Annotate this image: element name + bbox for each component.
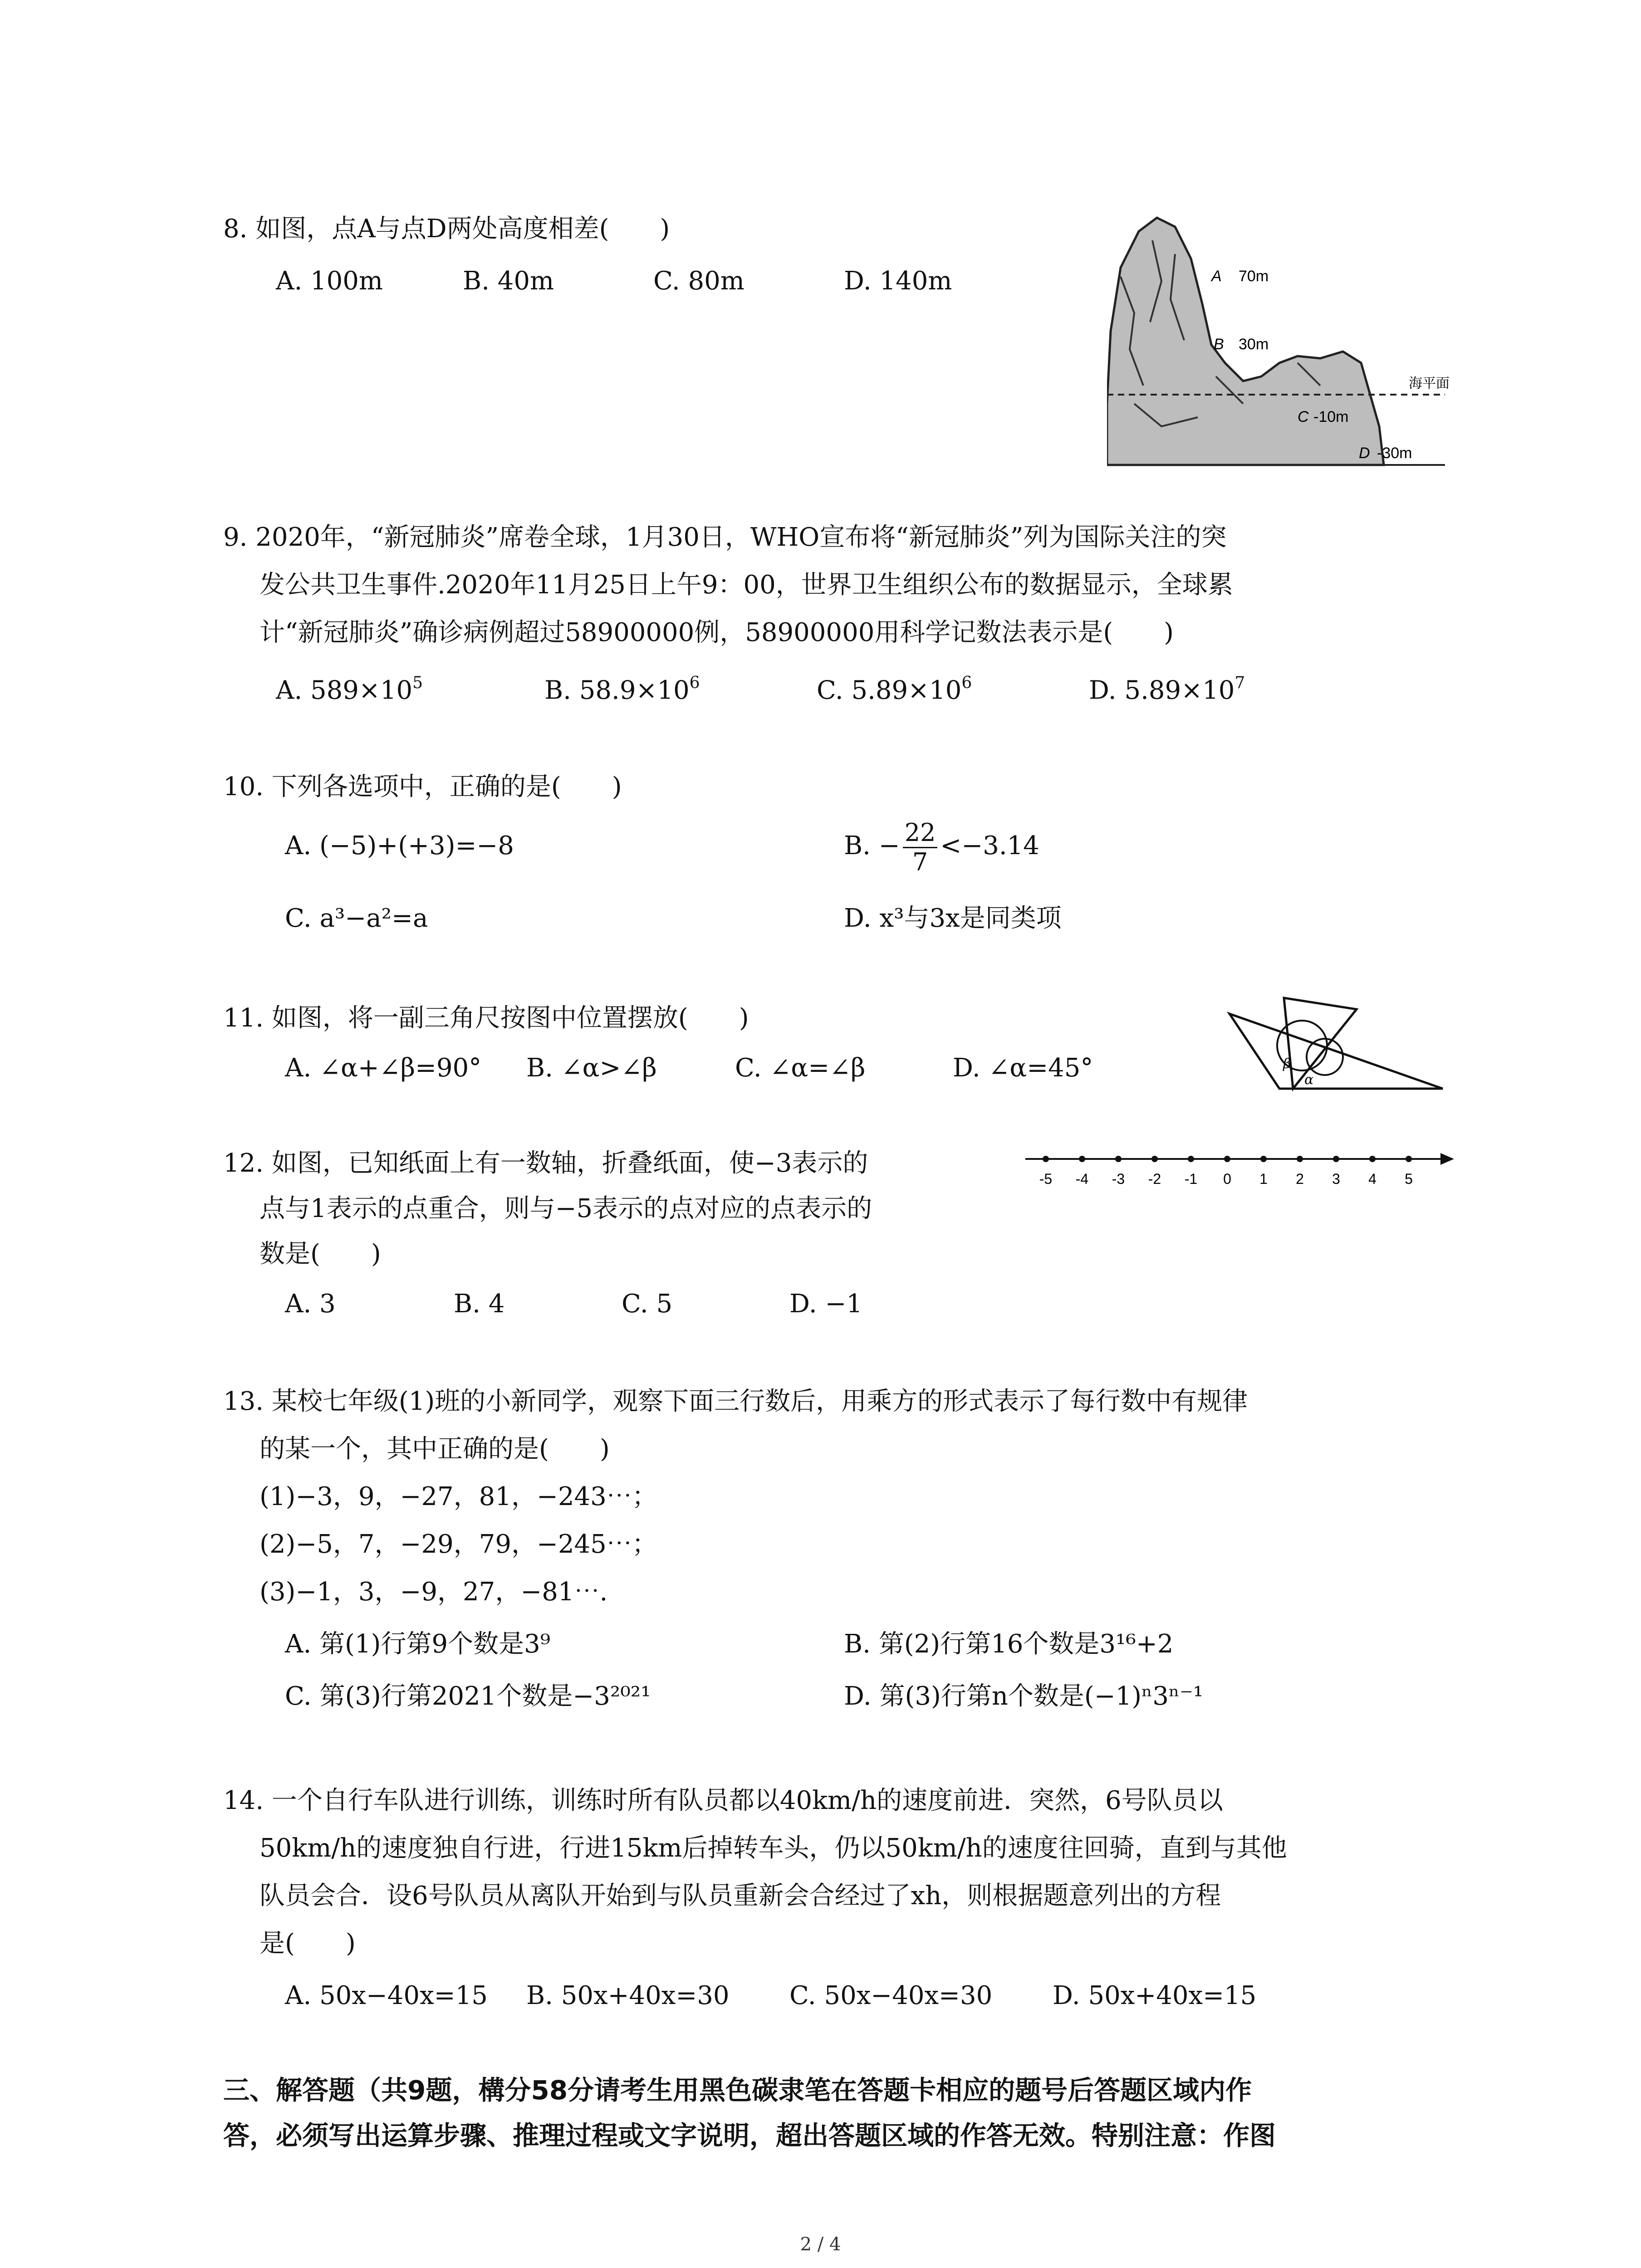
q11-fig-alpha: α (1304, 1072, 1314, 1088)
q8-stem: 8. 如图，点A与点D两处高度相差( ) (223, 214, 670, 244)
q13-option-b: B. 第(2)行第16个数是3¹⁶+2 (844, 1629, 1174, 1659)
q12-tick-label: 1 (1259, 1171, 1268, 1187)
q12-line-3: 数是( ) (260, 1239, 381, 1269)
q8-fig-label-b: B (1214, 336, 1224, 353)
q12-option-b: B. 4 (454, 1289, 505, 1319)
q12-number-line (1021, 1143, 1456, 1193)
q11-triangles-figure (1225, 989, 1452, 1093)
q12-tick-label: -1 (1184, 1171, 1198, 1187)
q11-option-a: A. ∠α+∠β=90° (285, 1053, 482, 1083)
q14-option-b: B. 50x+40x=30 (526, 1981, 730, 2010)
q9-option-a: A. $589\times 10^5$ (276, 674, 423, 705)
q9-line-1: 9. 2020年，“新冠肺炎”席卷全球，1月30日，WHO宣布将“新冠肺炎”列为国际关注的突 (223, 523, 1227, 552)
q8-fig-height-c: -10m (1313, 408, 1349, 425)
q8-fig-height-d: -30m (1377, 445, 1412, 462)
q11-option-d: D. ∠α=45° (953, 1053, 1093, 1083)
q9-line-2: 发公共卫生事件.2020年11月25日上午9：00，世界卫生组织公布的数据显示，全球累 (260, 570, 1233, 600)
q8-fig-label-d: D (1359, 445, 1370, 462)
q8-fig-label-c: C (1298, 408, 1309, 425)
q11-stem: 11. 如图，将一副三角尺按图中位置摆放( ) (223, 1003, 749, 1033)
q12-tick-point (1260, 1156, 1267, 1162)
q12-tick-point (1043, 1156, 1049, 1162)
q12-tick-label: -5 (1039, 1171, 1053, 1187)
q9-option-c: C. $5.89\times 10^6$ (817, 674, 972, 705)
q12-line-1: 12. 如图，已知纸面上有一数轴，折叠纸面，使−3表示的 (223, 1149, 868, 1178)
q12-tick-label: -4 (1075, 1171, 1089, 1187)
q11-option-b: B. ∠α>∠β (526, 1053, 657, 1083)
q14-option-d: D. 50x+40x=15 (1053, 1981, 1257, 2010)
q12-tick-label: 0 (1223, 1171, 1231, 1187)
q8-option-a: A. 100m (276, 266, 383, 296)
q12-tick-label: 4 (1368, 1171, 1376, 1187)
q8-fig-height-a: 70m (1239, 268, 1269, 285)
q13-option-c: C. 第(3)行第2021个数是−3²⁰²¹ (285, 1681, 651, 1711)
q12-tick-point (1151, 1156, 1158, 1162)
q10-option-c: C. a³−a²=a (285, 904, 428, 933)
q10-option-d: D. x³与3x是同类项 (844, 904, 1062, 933)
q13-row-1: (1)−3，9，−27，81，−243⋯； (260, 1482, 657, 1511)
q8-fig-sea-level: 海平面 (1409, 376, 1450, 391)
q8-option-c: C. 80m (653, 266, 745, 296)
q11-option-c: C. ∠α=∠β (735, 1053, 866, 1083)
q13-option-a: A. 第(1)行第9个数是3⁹ (285, 1629, 551, 1659)
q9-line-3: 计“新冠肺炎”确诊病例超过58900000例，58900000用科学记数法表示是( ) (260, 618, 1174, 647)
q13-line-1: 13. 某校七年级(1)班的小新同学，观察下面三行数后，用乘方的形式表示了每行数中有规律 (223, 1387, 1248, 1416)
q13-option-d: D. 第(3)行第n个数是(−1)ⁿ3ⁿ⁻¹ (844, 1681, 1204, 1711)
section-3-heading-line-1: 三、解答题（共9题，構分58分请考生用黑色碳隶笔在答题卡相应的题号后答题区域内作 (223, 2075, 1252, 2106)
q12-tick-label: -3 (1112, 1171, 1125, 1187)
q10-stem: 10. 下列各选项中，正确的是( ) (223, 772, 622, 802)
q10-option-a: A. (−5)+(+3)=−8 (285, 831, 514, 860)
q12-tick-point (1297, 1156, 1303, 1162)
q13-row-3: (3)−1，3，−9，27，−81⋯. (260, 1577, 608, 1607)
q12-option-c: C. 5 (622, 1289, 673, 1319)
q8-fig-label-a: A (1211, 268, 1222, 285)
q14-line-3: 队员会合．设6号队员从离队开始到与队员重新会合经过了xh，则根据题意列出的方程 (260, 1881, 1221, 1911)
q12-tick-label: 5 (1405, 1171, 1413, 1187)
q14-option-a: A. 50x−40x=15 (285, 1981, 488, 2010)
q14-line-1: 14. 一个自行车队进行训练，训练时所有队员都以40km/h的速度前进．突然，6号队员以 (223, 1786, 1223, 1815)
q9-option-b: B. $58.9\times 10^6$ (544, 674, 700, 705)
q12-option-d: D. −1 (789, 1289, 863, 1319)
section-3-heading-line-2: 答，必须写出运算步骤、推理过程或文字说明，超出答题区域的作答无效。特别注意：作图 (223, 2120, 1276, 2151)
q13-line-2: 的某一个，其中正确的是( ) (260, 1434, 610, 1464)
q8-fig-height-b: 30m (1239, 336, 1269, 353)
q12-tick-point (1224, 1156, 1230, 1162)
q14-option-c: C. 50x−40x=30 (789, 1981, 993, 2010)
q8-cliff-figure (1107, 213, 1452, 467)
q8-option-d: D. 140m (844, 266, 952, 296)
q12-option-a: A. 3 (285, 1289, 336, 1319)
q11-fig-beta: β (1283, 1056, 1291, 1072)
q14-line-4: 是( ) (260, 1929, 356, 1958)
q12-tick-label: 3 (1332, 1171, 1340, 1187)
q13-row-2: (2)−5，7，−29，79，−245⋯； (260, 1530, 657, 1559)
q12-tick-point (1188, 1156, 1194, 1162)
q12-tick-label: 2 (1296, 1171, 1304, 1187)
q12-line-2: 点与1表示的点重合，则与−5表示的点对应的点表示的 (260, 1194, 872, 1223)
q14-line-2: 50km/h的速度独自行进，行进15km后掉转车头，仍以50km/h的速度往回骑，直到与其他 (260, 1833, 1287, 1863)
q12-tick-label: -2 (1148, 1171, 1161, 1187)
q12-tick-point (1115, 1156, 1122, 1162)
q12-tick-point (1079, 1156, 1085, 1162)
q9-option-d: D. $5.89\times 10^7$ (1089, 674, 1245, 705)
page-number: 2 / 4 (800, 2234, 841, 2255)
q12-tick-point (1406, 1156, 1412, 1162)
q12-tick-point (1333, 1156, 1339, 1162)
q12-tick-point (1369, 1156, 1376, 1162)
q8-option-b: B. 40m (463, 266, 554, 296)
q10-option-b: B. − $\frac{22}{7}$ <−3.14 (844, 818, 1039, 876)
